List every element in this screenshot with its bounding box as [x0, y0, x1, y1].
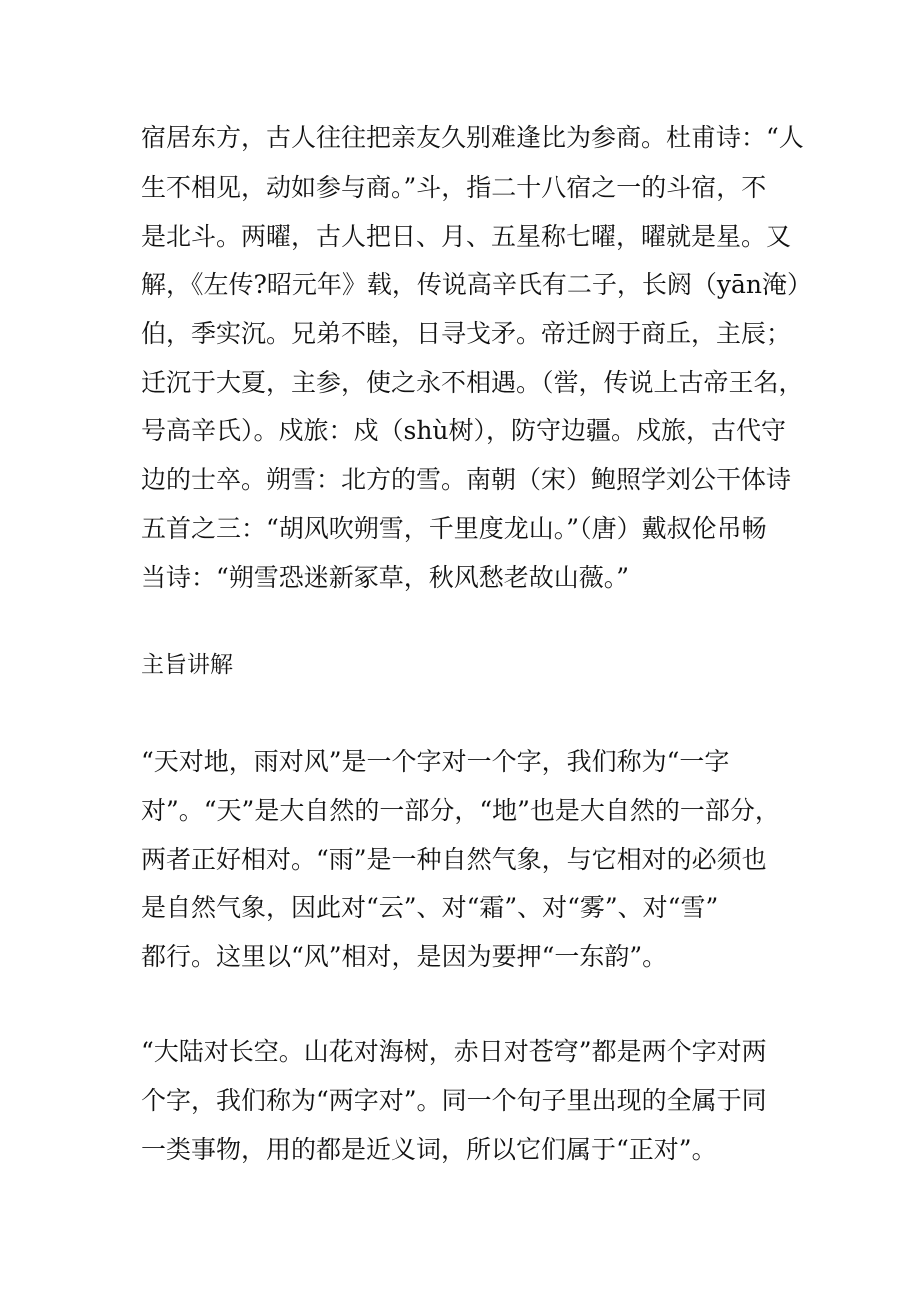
text-line: 对”。“天”是大自然的一部分，“地”也是大自然的一部分，: [141, 796, 780, 825]
text-line: 当诗：“朔雪恐迷新冢草，秋风愁老故山薇。”: [141, 563, 630, 592]
text-line: 一类事物，用的都是近义词，所以它们属于“正对”。: [141, 1135, 717, 1164]
text-line: “大陆对长空。山花对海树，赤日对苍穹”都是两个字对两: [141, 1037, 767, 1066]
section-heading: 主旨讲解: [141, 652, 233, 678]
text-line: 生不相见，动如参与商。”斗，指二十八宿之一的斗宿，不: [141, 173, 767, 202]
text-line: 是自然气象，因此对“云”、对“霜”、对“雾”、对“雪”: [141, 893, 719, 922]
text-line: 号高辛氏）。戍旅：戍（shù树），防守边疆。戍旅，古代守: [141, 416, 787, 445]
text-line: 都行。这里以“风”相对，是因为要押“一东韵”。: [141, 942, 668, 971]
text-line: 两者正好相对。“雨”是一种自然气象，与它相对的必须也: [141, 845, 767, 874]
text-line: 宿居东方，古人往往把亲友久别难逢比为参商。杜甫诗：“人: [141, 123, 804, 152]
text-line: 伯，季实沉。兄弟不睦，日寻戈矛。帝迁阏于商丘，主辰；: [141, 319, 792, 348]
text-line: “天对地，雨对风”是一个字对一个字，我们称为“一字: [141, 747, 730, 776]
text-line: 边的士卒。朔雪：北方的雪。南朝（宋）鲍照学刘公干体诗: [141, 465, 792, 494]
text-line: 五首之三：“胡风吹朔雪，千里度龙山。”（唐）戴叔伦吊畅: [141, 514, 767, 543]
text-line: 个字，我们称为“两字对”。同一个句子里出现的全属于同: [141, 1086, 767, 1115]
text-line: 是北斗。两曜，古人把日、月、五星称七曜，曜就是星。又: [141, 222, 792, 251]
text-line: 迁沉于大夏，主参，使之永不相遇。（喾，传说上古帝王名，: [141, 368, 804, 397]
text-line: 解，《左传?昭元年》载，传说高辛氏有二子，长阏（yān淹）: [141, 270, 813, 299]
